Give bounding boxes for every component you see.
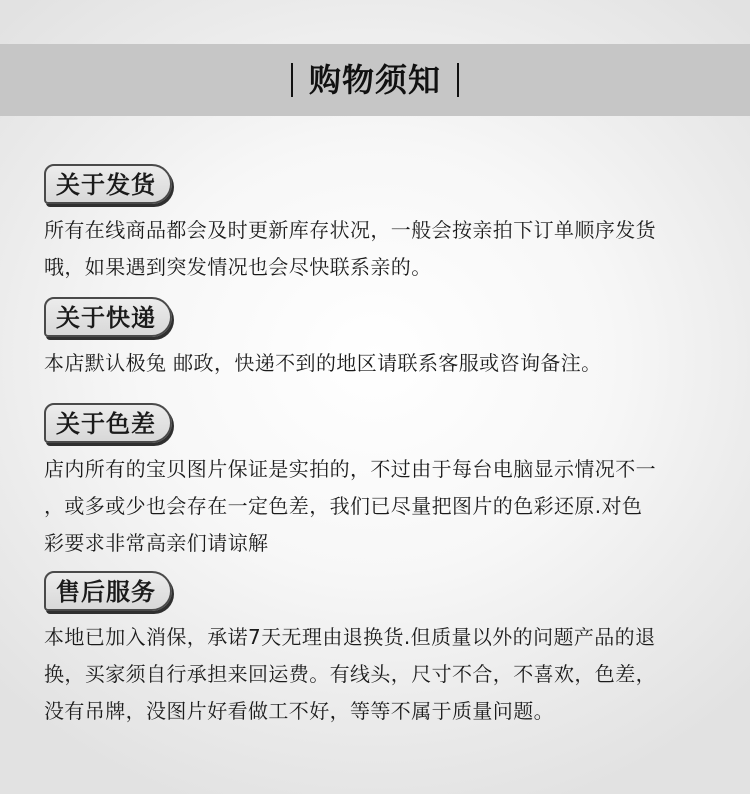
header-right-bar <box>457 63 459 97</box>
page-header <box>0 44 750 116</box>
section-tag-delivery: 关于快递 <box>44 297 172 337</box>
section-text-color-difference: 店内所有的宝贝图片保证是实拍的，不过由于每台电脑显示情况不一 ，或多或少也会存在一定色差，我们已尽量把图片的色彩还原.对色 彩要求非常高亲们请谅解 <box>44 457 656 555</box>
section-text-delivery: 本店默认极兔 邮政，快递不到的地区请联系客服或咨询备注。 <box>44 351 602 375</box>
section-text-after-sales: 本地已加入消保，承诺7天无理由退换货.但质量以外的问题产品的退 换，买家须自行承担来回运费。有线头，尺寸不合，不喜欢，色差， 没有吊牌，没图片好看做工不好，等等不属于质量问题。 <box>44 625 656 723</box>
section-tag-color-difference: 关于色差 <box>44 403 172 443</box>
header-left-bar <box>291 63 293 97</box>
section-text-shipping: 所有在线商品都会及时更新库存状况，一般会按亲拍下订单顺序发货 哦，如果遇到突发情况也会尽快联系亲的。 <box>44 218 656 279</box>
section-tag-after-sales: 售后服务 <box>44 571 172 611</box>
section-color-difference <box>44 403 724 562</box>
section-after-sales <box>44 571 724 730</box>
section-delivery <box>44 297 724 382</box>
section-tag-shipping: 关于发货 <box>44 164 172 204</box>
section-shipping <box>44 164 724 286</box>
page-title: 购物须知 <box>308 61 441 99</box>
